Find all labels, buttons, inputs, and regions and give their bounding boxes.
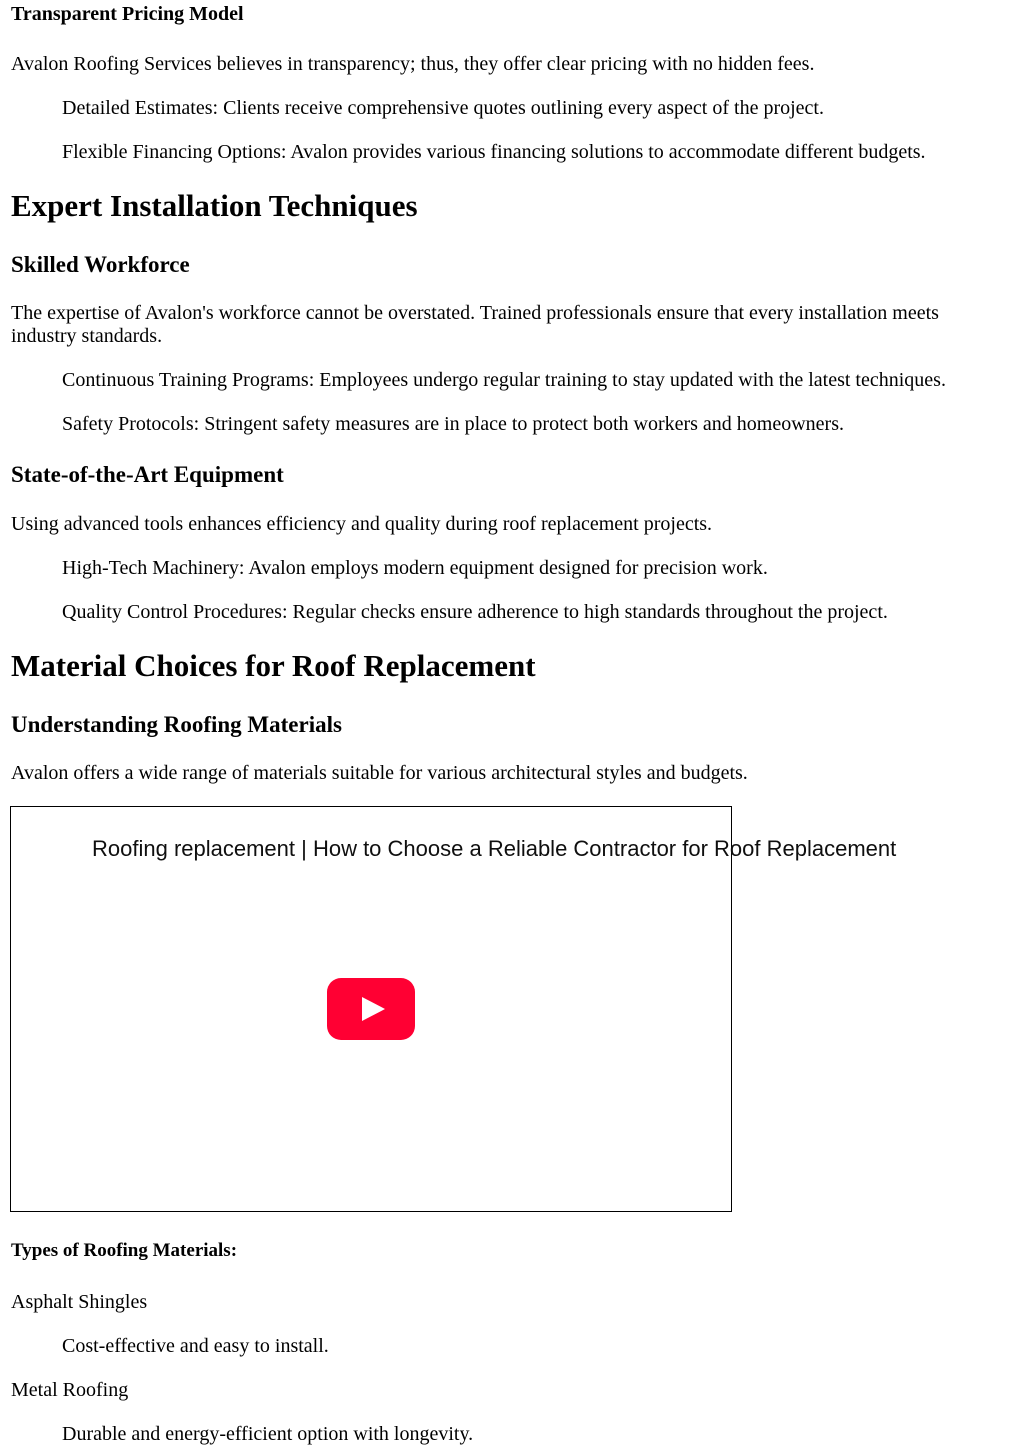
equipment-intro: Using advanced tools enhances efficiency and quality during roof replacement projects. <box>11 513 713 535</box>
page-heading-installation: Expert Installation Techniques <box>11 188 418 223</box>
material-type-name: Metal Roofing <box>11 1379 129 1401</box>
section-heading-workforce: Skilled Workforce <box>11 252 190 277</box>
page-heading-materials: Material Choices for Roof Replacement <box>11 648 536 683</box>
pricing-intro: Avalon Roofing Services believes in transparency; thus, they offer clear pricing with no hidden fees. <box>11 53 815 75</box>
workforce-intro: The expertise of Avalon's workforce cannot be overstated. Trained professionals ensure that every installation meets industry standards. <box>11 302 939 347</box>
youtube-play-icon[interactable] <box>327 978 415 1040</box>
understanding-intro: Avalon offers a wide range of materials suitable for various architectural styles and budgets. <box>11 762 748 784</box>
video-embed[interactable] <box>10 806 897 1212</box>
workforce-item-training: Continuous Training Programs: Employees undergo regular training to stay updated with the latest techniques. <box>62 369 946 391</box>
equipment-item-machinery: High-Tech Machinery: Avalon employs modern equipment designed for precision work. <box>62 557 768 579</box>
material-type-name: Asphalt Shingles <box>11 1291 148 1313</box>
pricing-item-financing: Flexible Financing Options: Avalon provides various financing solutions to accommodate different budgets. <box>62 141 926 163</box>
workforce-item-safety: Safety Protocols: Stringent safety measures are in place to protect both workers and homeowners. <box>62 413 845 435</box>
material-type-description: Cost-effective and easy to install. <box>62 1335 329 1357</box>
types-heading: Types of Roofing Materials: <box>11 1240 238 1261</box>
play-button-graphic <box>327 978 415 1040</box>
section-heading-pricing: Transparent Pricing Model <box>11 3 244 25</box>
section-heading-understanding: Understanding Roofing Materials <box>11 712 342 737</box>
section-heading-equipment: State-of-the-Art Equipment <box>11 462 284 487</box>
material-type-description: Durable and energy-efficient option with longevity. <box>62 1423 474 1445</box>
video-title[interactable]: Roofing replacement | How to Choose a Reliable Contractor for Roof Replacement <box>92 836 897 861</box>
pricing-item-estimates: Detailed Estimates: Clients receive comprehensive quotes outlining every aspect of the project. <box>62 97 824 119</box>
equipment-item-quality: Quality Control Procedures: Regular checks ensure adherence to high standards throughout the project. <box>62 601 888 623</box>
